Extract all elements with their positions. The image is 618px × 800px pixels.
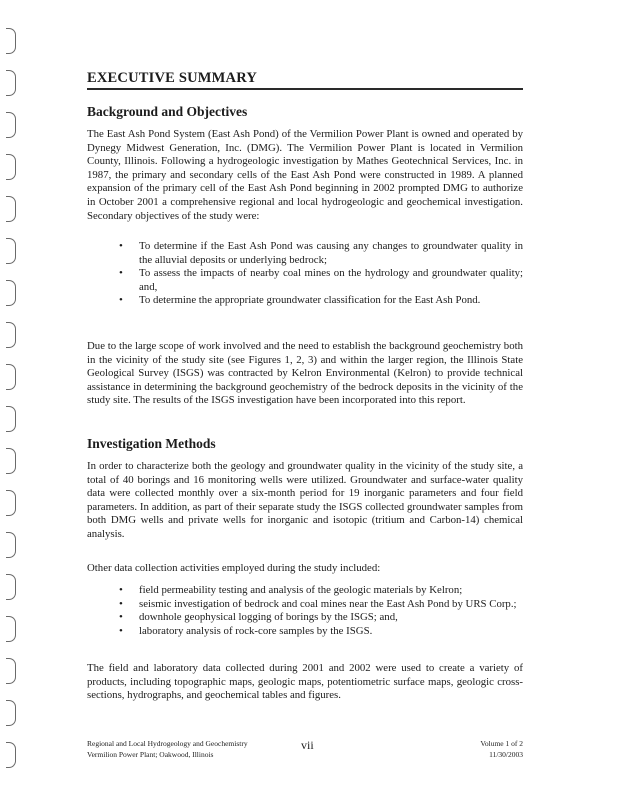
list-item-text: laboratory analysis of rock-core samples by the ISGS. xyxy=(139,624,373,637)
footer-left xyxy=(87,738,248,760)
list-item-text: To assess the impacts of nearby coal mines on the hydrology and groundwater quality; and, xyxy=(139,267,523,293)
binder-hole xyxy=(6,322,16,348)
background-intro-paragraph: The East Ash Pond System (East Ash Pond) of the Vermilion Power Plant is owned and operated by Dynegy Midwest Generation, Inc. (DMG). The Vermilion Power Plant is located in Vermilion County, Illinois. Following a hydrogeologic investigation by Mathes Geotechnical Services, Inc. in 1987, the primary and secondary cells of the East Ash Pond were constructed in 1989. A planned expansion of the primary cell of the East Ash Pond beginning in 2002 prompted DMG to authorize in October 2001 a comprehensive regional and local hydrogeologic and geochemical investigation. Secondary objectives of the study were: xyxy=(87,128,523,222)
bullet-icon: • xyxy=(119,240,123,252)
footer-volume: Volume 1 of 2 xyxy=(480,739,523,748)
footer-location: Vermilion Power Plant; Oakwood, Illinois xyxy=(87,750,214,759)
list-item xyxy=(119,240,523,267)
binder-hole xyxy=(6,490,16,516)
activities-list xyxy=(119,584,523,638)
section-heading-background: Background and Objectives xyxy=(87,104,248,119)
binder-hole xyxy=(6,700,16,726)
background-followup-paragraph: Due to the large scope of work involved and the need to establish the background geochemistry both in the vicinity of the study site (see Figures 1, 2, 3) and within the larger region, the Illinois State Geological Survey (ISGS) was contracted by Kelron Environmental (Kelron) to provide technical assistance in determining the background geochemistry of the bedrock deposits in the vicinity of the study site. The results of the ISGS investigation have been incorporated into this report. xyxy=(87,340,523,407)
list-item xyxy=(119,584,523,598)
bullet-icon: • xyxy=(119,294,123,307)
bullet-icon: • xyxy=(119,584,123,596)
binder-hole xyxy=(6,616,16,642)
binder-hole xyxy=(6,28,16,54)
list-item-text: downhole geophysical logging of borings by the ISGS; and, xyxy=(139,611,398,624)
page-footer xyxy=(87,738,523,768)
title-underline xyxy=(87,88,523,90)
binder-hole xyxy=(6,574,16,600)
bullet-icon: • xyxy=(119,611,123,624)
binder-hole xyxy=(6,196,16,222)
page-number: vii xyxy=(301,738,314,752)
binder-hole xyxy=(6,364,16,390)
binder-hole xyxy=(6,154,16,180)
list-item-text: To determine the appropriate groundwater classification for the East Ash Pond. xyxy=(139,294,481,307)
binder-hole xyxy=(6,658,16,684)
page-title: EXECUTIVE SUMMARY xyxy=(87,70,258,86)
list-item-text: To determine if the East Ash Pond was causing any changes to groundwater quality in the alluvial deposits or underlying bedrock; xyxy=(139,240,523,266)
methods-closing-paragraph: The field and laboratory data collected during 2001 and 2002 were used to create a variety of products, including topographic maps, geologic maps, potentiometric surface maps, geologic cross-sections, hydrographs, and geochemical tables and figures. xyxy=(87,662,523,702)
list-item xyxy=(119,267,523,294)
list-item xyxy=(119,598,523,612)
binder-hole xyxy=(6,280,16,306)
binder-holes xyxy=(0,0,40,800)
bullet-icon: • xyxy=(119,597,123,610)
binder-hole xyxy=(6,70,16,96)
bullet-icon: • xyxy=(119,267,123,280)
footer-right xyxy=(480,738,523,760)
list-item xyxy=(119,611,523,625)
binder-hole xyxy=(6,112,16,138)
binder-hole xyxy=(6,742,16,768)
section-heading-methods: Investigation Methods xyxy=(87,436,216,451)
binder-hole xyxy=(6,532,16,558)
footer-report-title: Regional and Local Hydrogeology and Geochemistry xyxy=(87,739,248,748)
list-item xyxy=(119,625,523,639)
binder-hole xyxy=(6,406,16,432)
bullet-icon: • xyxy=(119,624,123,637)
objectives-list xyxy=(119,240,523,308)
binder-hole xyxy=(6,448,16,474)
document-page xyxy=(87,0,523,800)
other-activities-intro: Other data collection activities employed during the study included: xyxy=(87,562,381,574)
footer-date: 11/30/2003 xyxy=(489,750,523,759)
list-item-text: seismic investigation of bedrock and coal mines near the East Ash Pond by URS Corp.; xyxy=(139,597,517,610)
list-item-text: field permeability testing and analysis of the geologic materials by Kelron; xyxy=(139,584,463,596)
binder-hole xyxy=(6,238,16,264)
methods-intro-paragraph: In order to characterize both the geology and groundwater quality in the vicinity of the study site, a total of 40 borings and 16 monitoring wells were utilized. Groundwater and surface-water quality data were collected monthly over a six-month period for 19 inorganic parameters and four field parameters. In addition, as part of their separate study the ISGS collected groundwater samples from both DMG wells and private wells for inorganic and isotopic (tritium and Carbon-14) chemical analysis. xyxy=(87,460,523,540)
list-item xyxy=(119,294,523,308)
